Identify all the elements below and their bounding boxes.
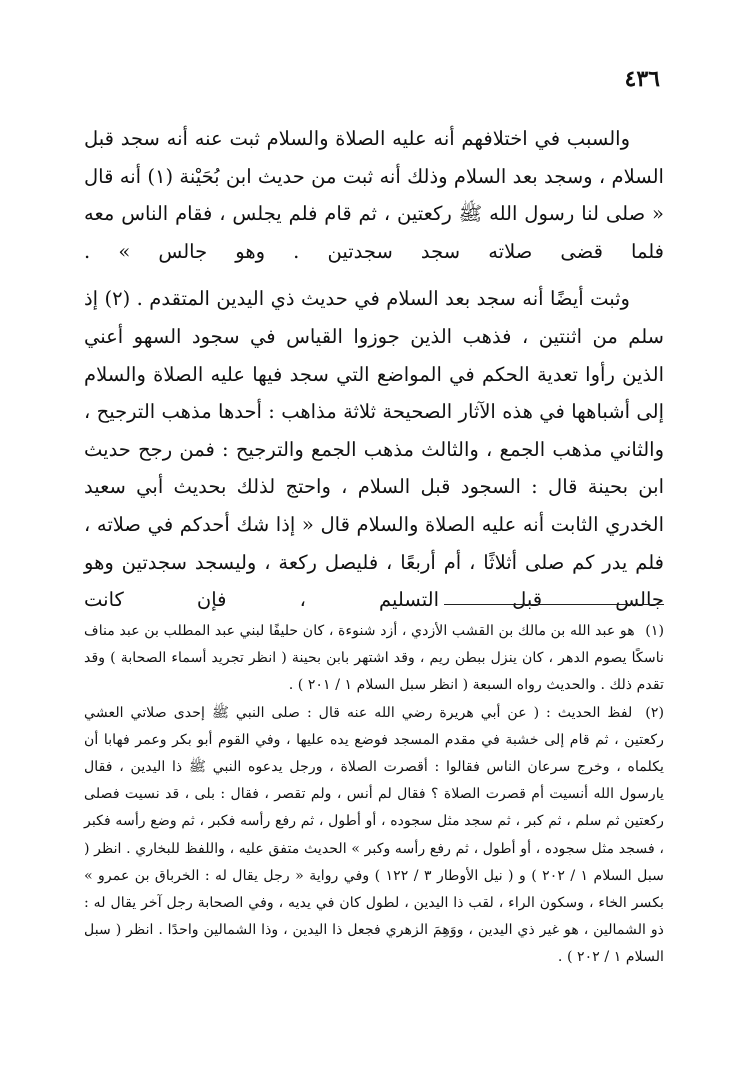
footnotes [84, 618, 664, 972]
page-number: ٤٣٦ [624, 66, 660, 92]
paragraph: والسبب في اختلافهم أنه عليه الصلاة والسلام ثبت عنه أنه سجد قبل السلام ، وسجد بعد السلام وذلك أنه ثبت من حديث ابن بُحَيْنة (١) أنه قال « صلى لنا رسول الله ﷺ ركعتين ، ثم قام فلم يجلس ، فقام الناس معه فلما قضى صلاته سجد سجدتين . وهو جالس » . [84, 127, 664, 263]
paragraph: وثبت أيضًا أنه سجد بعد السلام في حديث ذي اليدين المتقدم . (٢) إذ سلم من اثنتين ، فذهب الذين جوزوا القياس في سجود السهو أعني الذين رأوا تعدية الحكم في المواضع التي سجد فيها عليه الصلاة والسلام إلى أشباهها في هذه الآثار الصحيحة ثلاثة مذاهب : أحدها مذهب الترجيح ، والثاني مذهب الجمع ، والثالث مذهب الجمع والترجيح : فمن رجح حديث ابن بحينة قال : السجود قبل السلام ، واحتج لذلك بحديث أبي سعيد الخدري الثابت أنه عليه الصلاة والسلام قال « إذا شك أحدكم في صلاته ، فلم يدر كم صلى أثلاثًا ، أم أربعًا ، فليصل ركعة ، وليسجد سجدتين وهو جالس قبل التسليم ، فإن كانت [84, 287, 664, 612]
footnote-number: (١) [645, 623, 664, 639]
footnote-text: لفظ الحديث : ( عن أبي هريرة رضي الله عنه قال : صلى النبي ﷺ إحدى صلاتي العشي ركعتين ، ثم قام إلى خشبة في مقدم المسجد فوضع يده عليها ، وفي القوم أبو بكر وعمر فهابا أن يكلماه ، وخرج سرعان الناس فقالوا : أقصرت الصلاة ، ورجل يدعوه النبي ﷺ ذا اليدين ، فقال يارسول الله أنسيت أم قصرت الصلاة ؟ فقال لم أنس ، ولم تقصر ، فقال : بلى ، قد نسيت فصلى ركعتين ثم سلم ، ثم كبر ، ثم سجد مثل سجوده ، أو أطول ، ثم رفع رأسه فكبر ، ثم وضع رأسه فكبر ، فسجد مثل سجوده ، أو أطول ، ثم رفع رأسه وكبر » الحديث متفق عليه ، واللفظ للبخاري . انظر ( سبل السلام ١ / ٢٠٢ ) و ( نيل الأوطار ٣ / ١٢٢ ) وفي رواية « رجل يقال له : الخرباق بن عمرو » بكسر الخاء ، وسكون الراء ، لقب ذا اليدين ، لطول كان في يديه ، وفي الصحابة رجل آخر يقال له : ذو الشمالين ، هو غير ذي اليدين ، ووَهِمَ الزهري فجعل ذا اليدين ، وذا الشمالين واحدًا . انظر ( سبل السلام ١ / ٢٠٢ ) . [84, 704, 664, 966]
footnote-divider [444, 604, 664, 605]
footnote [84, 700, 664, 972]
footnote-number: (٢) [645, 704, 664, 721]
main-text [84, 120, 664, 619]
footnote [84, 618, 664, 700]
footnote-text: هو عبد الله بن مالك بن القشب الأزدي ، أزد شنوءة ، كان حليفًا لبني عبد المطلب بن عبد مناف ناسكًا يصوم الدهر ، كان ينزل ببطن ريم ، وقد اشتهر بابن بحينة ( انظر تجريد أسماء الصحابة ) وقد تقدم ذلك . والحديث رواه السبعة ( انظر سبل السلام ١ / ٢٠١ ) . [84, 623, 664, 694]
